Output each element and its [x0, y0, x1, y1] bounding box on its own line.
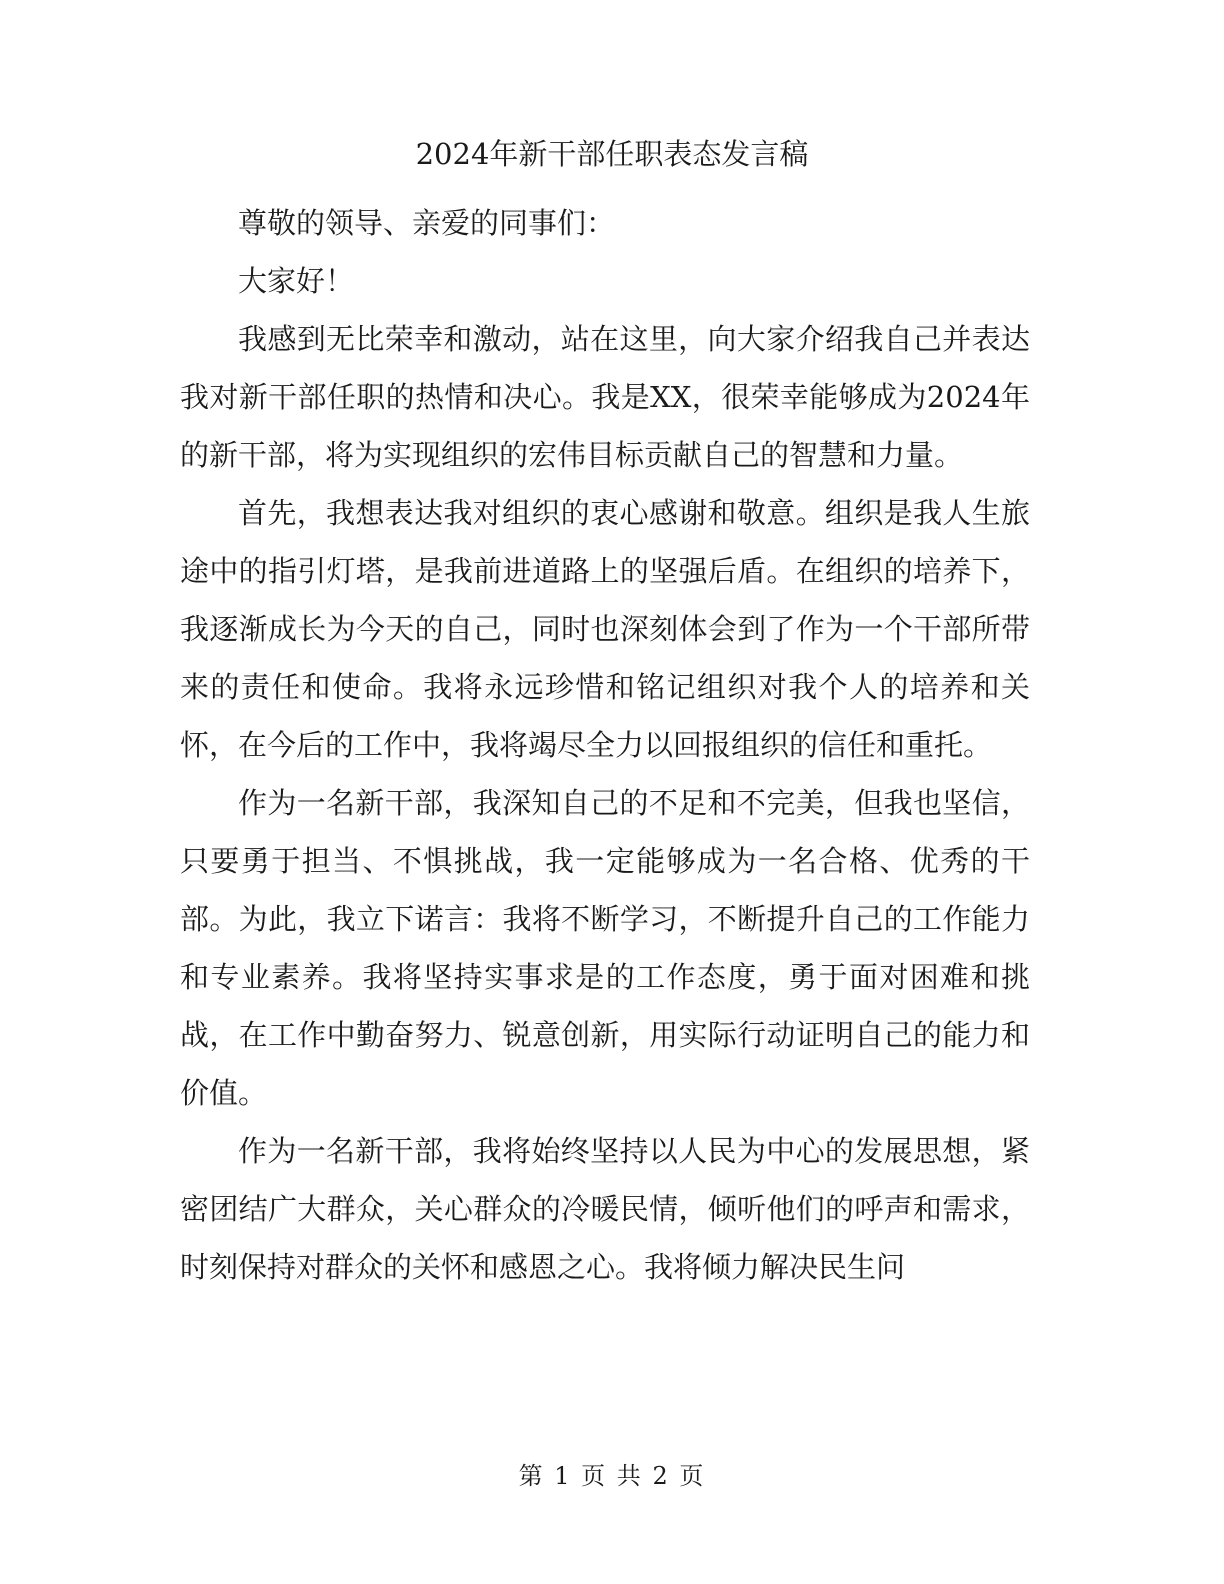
greeting: 大家好！ — [238, 264, 355, 298]
salutation: 尊敬的领导、亲爱的同事们： — [238, 206, 616, 240]
document-title: 2024年新干部任职表态发言稿 — [415, 137, 809, 171]
paragraph: 我感到无比荣幸和激动，站在这里，向大家介绍我自己并表达我对新干部任职的热情和决心。我是XX，很荣幸能够成为2024年的新干部，将为实现组织的宏伟目标贡献自己的智慧和力量。 — [180, 322, 1030, 472]
paragraph: 作为一名新干部，我将始终坚持以人民为中心的发展思想，紧密团结广大群众，关心群众的冷暖民情，倾听他们的呼声和需求，时刻保持对群众的关怀和感恩之心。我将倾力解决民生问 — [180, 1134, 1030, 1284]
page-number-footer: 第 1 页 共 2 页 — [518, 1462, 706, 1490]
paragraph: 作为一名新干部，我深知自己的不足和不完美，但我也坚信，只要勇于担当、不惧挑战，我一定能够成为一名合格、优秀的干部。为此，我立下诺言：我将不断学习，不断提升自己的工作能力和专业素养。我将坚持实事求是的工作态度，勇于面对困难和挑战，在工作中勤奋努力、锐意创新，用实际行动证明自己的能力和价值。 — [180, 786, 1030, 1110]
paragraph: 首先，我想表达我对组织的衷心感谢和敬意。组织是我人生旅途中的指引灯塔，是我前进道路上的坚强后盾。在组织的培养下，我逐渐成长为今天的自己，同时也深刻体会到了作为一个干部所带来的责任和使命。我将永远珍惜和铭记组织对我个人的培养和关怀，在今后的工作中，我将竭尽全力以回报组织的信任和重托。 — [180, 496, 1030, 762]
document-body — [180, 194, 1030, 1296]
